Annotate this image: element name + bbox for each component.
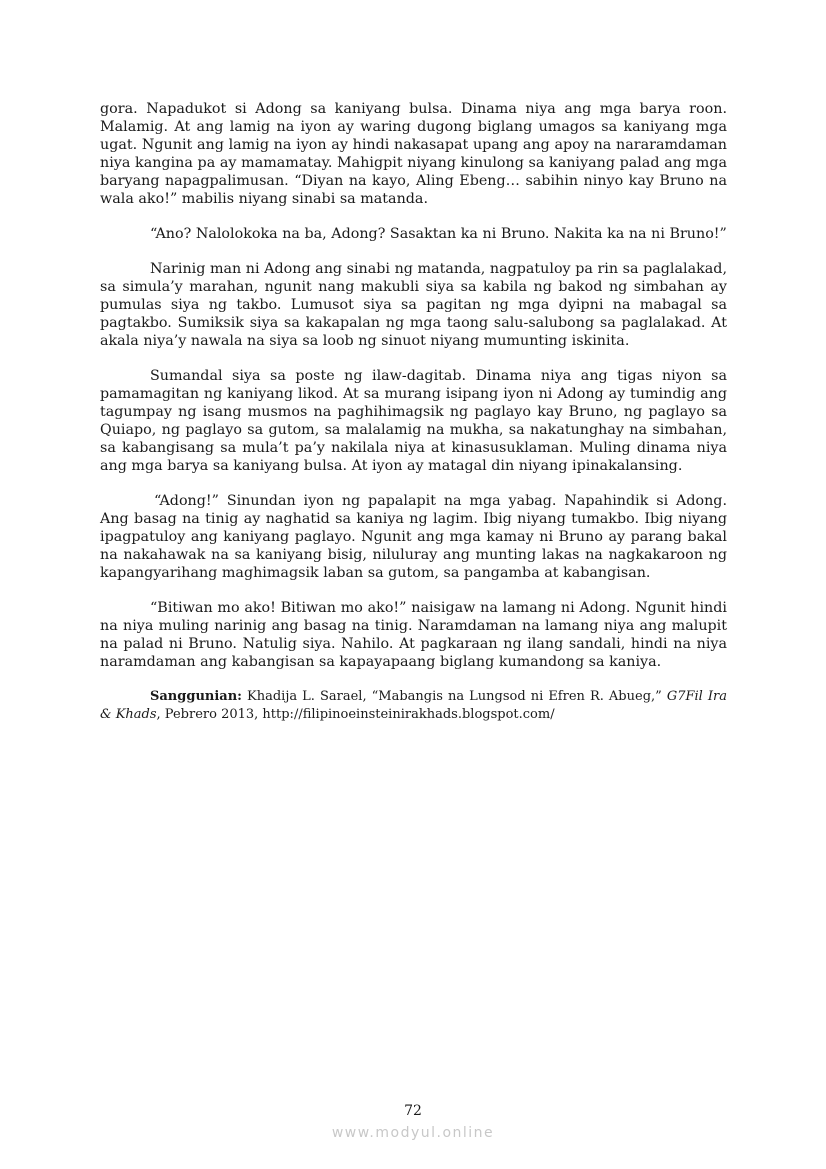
source-text-before: Khadija L. Sarael, “Mabangis na Lungsod ni Efren R. Abueg,” (241, 689, 667, 704)
page-number: 72 (404, 1103, 422, 1119)
source-label: Sanggunian: (150, 689, 242, 704)
paragraph-2: “Ano? Nalolokoka na ba, Adong? Sasaktan ka ni Bruno. Nakita ka na ni Bruno!” (150, 226, 727, 242)
watermark: www.modyul.online (331, 1125, 495, 1141)
source-citation (100, 688, 727, 724)
paragraph-1: gora. Napadukot si Adong sa kaniyang bulsa. Dinama niya ang mga barya roon. Malamig. At ang lamig na iyon ay waring dugong biglang umagos sa kaniyang mga ugat. Ngunit ang lamig na iyon ay hindi nakasapat upang ang apoy na nararamdaman niya kangina pa ay mamamatay. Mahigpit niyang kinulong sa kaniyang palad ang mga baryang napagpalimusan. “Diyan na kayo, Aling Ebeng… sabihin ninyo kay Bruno na wala ako!” mabilis niyang sinabi sa matanda. (100, 101, 727, 207)
source-italic-title: G7Fil Ira & Khads (100, 689, 727, 722)
document-body (100, 100, 727, 724)
paragraph-4: Sumandal siya sa poste ng ilaw-dagitab. Dinama niya ang tigas niyon sa pamamagitan ng kaniyang likod. At sa murang isipang iyon ni Adong ay tumindig ang tagumpay ng isang musmos na paghihimagsik ng paglayo kay Bruno, ng paglayo sa Quiapo, ng paglayo sa gutom, sa malalamig na mukha, sa nakatunghay na simbahan, sa kabangisang sa mula’t pa’y nakilala niya at kinasusuklaman. Muling dinama niya ang mga barya sa kaniyang bulsa. At iyon ay matagal din niyang ipinakalansing. (100, 368, 727, 474)
paragraph-3: Narinig man ni Adong ang sinabi ng matanda, nagpatuloy pa rin sa paglalakad, sa simula’y marahan, ngunit nang makubli siya sa kabila ng bakod ng simbahan ay pumulas siya ng takbo. Lumusot siya sa pagitan ng mga dyipni na mabagal sa pagtakbo. Sumiksik siya sa kakapalan ng mga taong salu-salubong sa paglalakad. At akala niya’y nawala na siya sa loob ng sinuot niyang mumunting iskinita. (100, 261, 727, 349)
paragraph-5: “Adong!” Sinundan iyon ng papalapit na mga yabag. Napahindik si Adong. Ang basag na tinig ay naghatid sa kaniya ng lagim. Ibig niyang tumakbo. Ibig niyang ipagpatuloy ang kaniyang paglayo. Ngunit ang mga kamay ni Bruno ay parang bakal na nakahawak na sa kaniyang bisig, niluluray ang munting lakas na nagkakaroon ng kapangyarihang maghimagsik laban sa gutom, sa pangamba at kabangisan. (100, 493, 727, 581)
source-text-after: , Pebrero 2013, http://filipinoeinsteinirakhads.blogspot.com/ (156, 707, 555, 722)
paragraph-6: “Bitiwan mo ako! Bitiwan mo ako!” naisigaw na lamang ni Adong. Ngunit hindi na niya muling narinig ang basag na tinig. Naramdaman na lamang niya ang malupit na palad ni Bruno. Natulig siya. Nahilo. At pagkaraan ng ilang sandali, hindi na niya naramdaman ang kabangisan sa kapayapaang biglang kumandong sa kaniya. (100, 600, 727, 670)
